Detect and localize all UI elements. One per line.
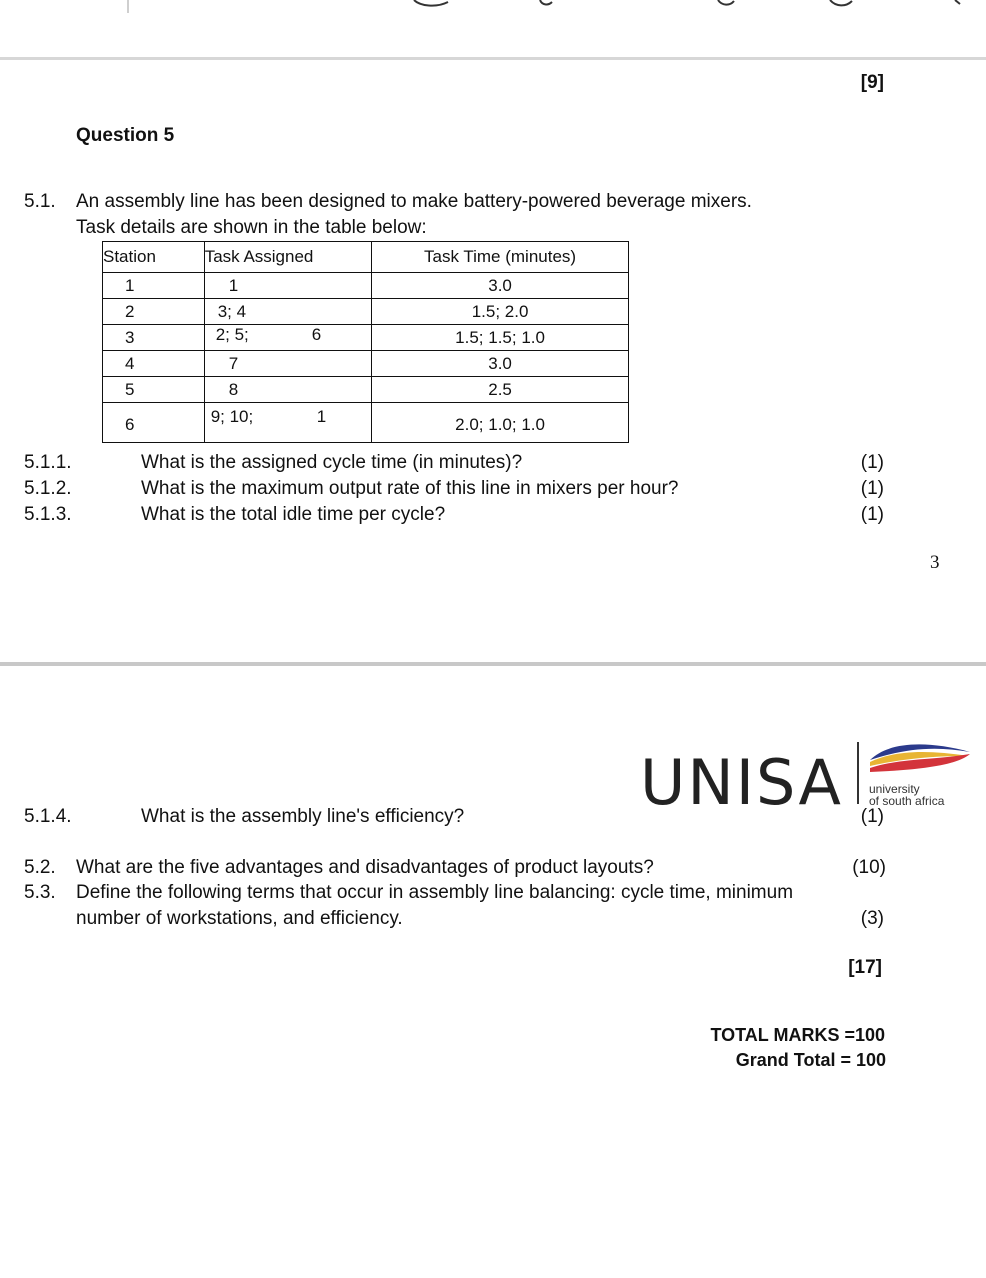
- header-task: [204, 242, 371, 273]
- time-cell: 1.5; 1.5; 1.0: [455, 327, 545, 347]
- time-cell: 1.5; 2.0: [471, 301, 529, 321]
- station-cell: 6: [125, 414, 135, 434]
- station-cell: 4: [125, 353, 135, 373]
- task-cell: 1: [228, 275, 239, 295]
- q512-number: 5.1.2.: [24, 478, 72, 499]
- task-cell: 8: [228, 379, 239, 399]
- q52-text: What are the five advantages and disadvantages of product layouts?: [76, 857, 654, 878]
- table-row: [103, 273, 629, 299]
- task-cell: 3; 4: [217, 301, 247, 321]
- total-marks: TOTAL MARKS =100: [710, 1025, 885, 1045]
- task-cell: 9; 10;: [210, 407, 254, 426]
- station-cell: 5: [125, 379, 135, 399]
- header-station-label: Station: [103, 247, 156, 266]
- time-cell: 3.0: [488, 353, 512, 373]
- q53-marks: (3): [860, 908, 884, 929]
- page-number: 3: [930, 552, 940, 573]
- q513-number: 5.1.3.: [24, 504, 72, 525]
- header-task-label: Task Assigned: [204, 247, 314, 266]
- table-row: [103, 377, 629, 403]
- task-cell: 2; 5;: [215, 325, 249, 344]
- q514-number: 5.1.4.: [24, 806, 72, 827]
- task-cell: 7: [228, 353, 239, 373]
- q511-text: What is the assigned cycle time (in minutes)?: [141, 452, 523, 473]
- section-marks: [17]: [848, 957, 882, 978]
- q512-text: What is the maximum output rate of this line in mixers per hour?: [141, 478, 679, 499]
- logo-subtitle-line2: of south africa: [869, 794, 945, 808]
- time-cell: 2.5: [488, 379, 512, 399]
- q51-number: 5.1.: [24, 191, 56, 212]
- q52-marks: (10): [852, 857, 886, 878]
- task-table: [102, 241, 629, 443]
- q511-number: 5.1.1.: [24, 452, 72, 473]
- grand-total: Grand Total = 100: [735, 1050, 886, 1070]
- q52-number: 5.2.: [24, 857, 56, 878]
- logo-subtitle-line1: university: [869, 782, 920, 796]
- q514-text: What is the assembly line's efficiency?: [141, 806, 465, 827]
- table-row: [103, 403, 629, 443]
- unisa-logo-wordmark: UNISA: [640, 746, 843, 819]
- station-cell: 1: [125, 275, 135, 295]
- q51-text-line2: Task details are shown in the table below:: [76, 217, 427, 238]
- time-cell: 2.0; 1.0; 1.0: [455, 414, 545, 434]
- page-divider: [0, 662, 986, 666]
- q53-text-line1: Define the following terms that occur in assembly line balancing: cycle time, minimum: [76, 882, 794, 903]
- q51-text-line1: An assembly line has been designed to make battery-powered beverage mixers.: [76, 191, 752, 212]
- table-row: [103, 299, 629, 325]
- question-title: Question 5: [76, 125, 175, 146]
- q53-number: 5.3.: [24, 882, 56, 903]
- page-edge-mark: [127, 0, 129, 13]
- station-cell: 2: [125, 301, 135, 321]
- handwriting-fragment: [400, 0, 980, 12]
- table-row: [103, 325, 629, 351]
- time-cell: 3.0: [488, 275, 512, 295]
- task-cell-extra: 6: [311, 325, 322, 344]
- header-station: [103, 242, 205, 273]
- q53-text-line2: number of workstations, and efficiency.: [76, 908, 403, 929]
- q514-marks: (1): [860, 806, 884, 827]
- q513-marks: (1): [860, 504, 884, 525]
- q512-marks: (1): [860, 478, 884, 499]
- station-cell: 3: [125, 327, 135, 347]
- q513-text: What is the total idle time per cycle?: [141, 504, 446, 525]
- logo-divider: [857, 742, 859, 804]
- header-time: [372, 242, 629, 273]
- table-header-row: [103, 242, 629, 273]
- previous-section-marks: [9]: [860, 72, 884, 93]
- task-cell-extra: 1: [316, 407, 327, 426]
- header-time-label: Task Time (minutes): [424, 247, 577, 266]
- page-divider-top: [0, 57, 986, 60]
- q511-marks: (1): [860, 452, 884, 473]
- unisa-flag-logo-icon: [866, 740, 974, 778]
- table-row: [103, 351, 629, 377]
